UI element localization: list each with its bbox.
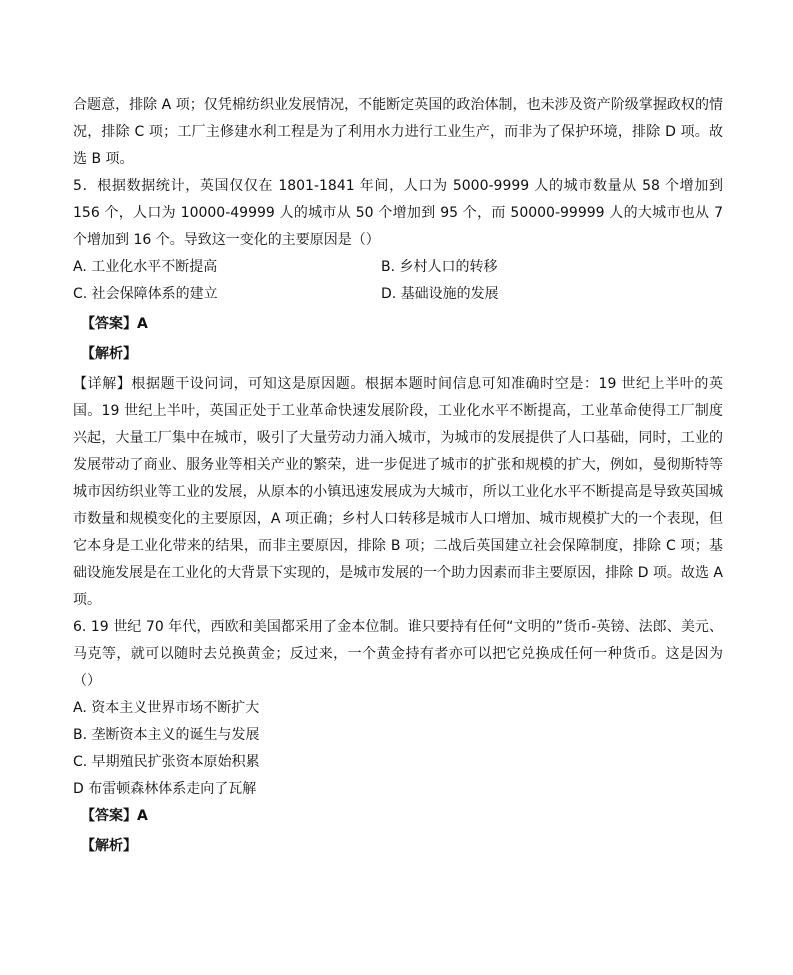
question-6-option-b: B. 垄断资本主义的诞生与发展 — [73, 727, 260, 743]
question-6-stem: 6. 19 世纪 70 年代，西欧和美国都采用了金本位制。谁只要持有任何“文明的”货币-英镑、法郎、美元、马克等，就可以随时去兑换黄金；反过来，一个黄金持有者亦可以把它兑换成任何一种货币。这是因为（） — [73, 619, 723, 689]
question-6-analysis-label: 【解析】 — [81, 838, 137, 854]
question-5-stem: 5．根据数据统计，英国仅仅在 1801-1841 年间，人口为 5000-9999 人的城市数量从 58 个增加到 156 个，人口为 10000-49999 人的城市从 50 个增加到 95 个，而 50000-99999 人的大城市也从 7 个增加到 16 个。导致这一变化的主要原因是（） — [73, 178, 723, 248]
question-5-option-d: D. 基础设施的发展 — [381, 286, 499, 302]
question-5-option-c: C. 社会保障体系的建立 — [73, 286, 218, 302]
question-5-option-a: A. 工业化水平不断提高 — [73, 259, 218, 275]
question-5-detail: 【详解】根据题干设问词，可知这是原因题。根据本题时间信息可知准确时空是：19 世纪上半叶的英国。19 世纪上半叶，英国正处于工业革命快速发展阶段，工业化水平不断提高，工业革命使得工厂制度兴起，大量工厂集中在城市，吸引了大量劳动力涌入城市，为城市的发展提供了人口基础，同时，工业的发展带动了商业、服务业等相关产业的繁荣，进一步促进了城市的扩张和规模的扩大，例如，曼彻斯特等城市因纺织业等工业的发展，从原本的小镇迅速发展成为大城市，所以工业化水平不断提高是导致英国城市数量和规模变化的主要原因，A 项正确；乡村人口转移是城市人口增加、城市规模扩大的一个表现，但它本身是工业化带来的结果，而非主要原因，排除 B 项；二战后英国建立社会保障制度，排除 C 项；基础设施发展是在工业化的大背景下实现的，是城市发展的一个助力因素而非主要原因，排除 D 项。故选 A 项。 — [73, 376, 723, 608]
question-6-answer: 【答案】A — [81, 808, 148, 824]
question-6-option-a: A. 资本主义世界市场不断扩大 — [73, 700, 260, 716]
question-5-option-b: B. 乡村人口的转移 — [381, 259, 498, 275]
question-6-option-d: D 布雷顿森林体系走向了瓦解 — [73, 781, 257, 797]
document-content — [73, 92, 723, 860]
question-5-options — [73, 254, 723, 308]
previous-answer-paragraph: 合题意，排除 A 项；仅凭棉纺织业发展情况，不能断定英国的政治体制，也未涉及资产阶级掌握政权的情况，排除 C 项；工厂主修建水利工程是为了利用水力进行工业生产，而非为了保护环境，排除 D 项。故选 B 项。 — [73, 97, 723, 167]
question-5-analysis-label: 【解析】 — [81, 346, 137, 362]
question-6-option-c: C. 早期殖民扩张资本原始积累 — [73, 754, 260, 770]
question-5-answer: 【答案】A — [81, 316, 148, 332]
